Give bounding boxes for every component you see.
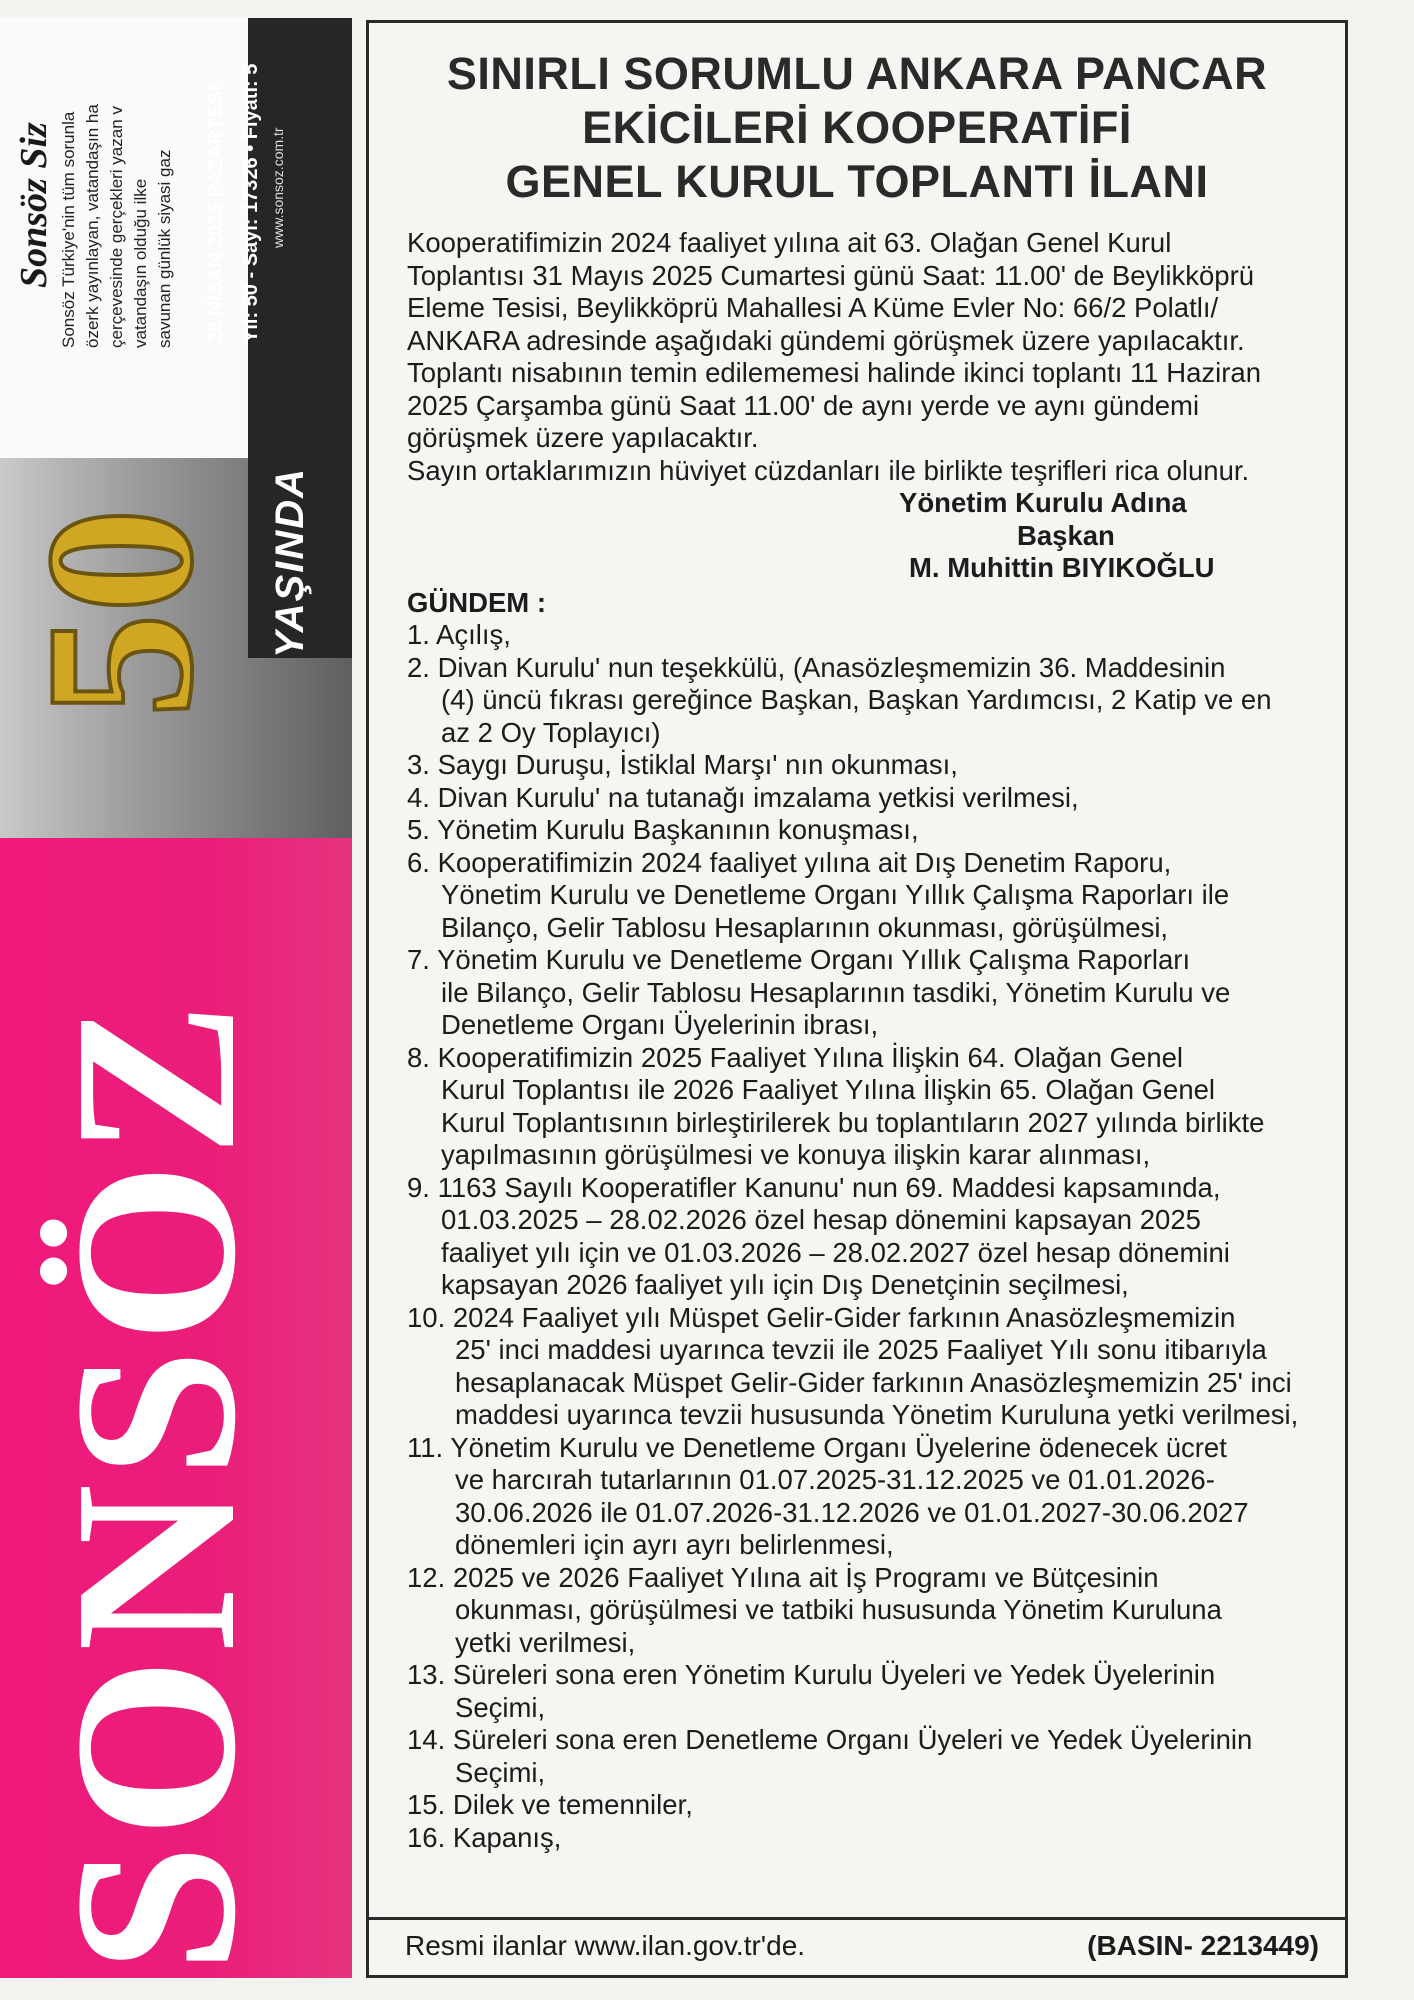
anniversary-word: YAŞINDA	[268, 466, 312, 658]
agenda-list	[407, 619, 1307, 1854]
agenda-item: 9. 1163 Sayılı Kooperatifler Kanunu' nun 69. Maddesi kapsamında,	[407, 1171, 1221, 1203]
agenda-item-continued: az 2 Oy Toplayıcı)	[441, 716, 661, 748]
agenda-item: 2. Divan Kurulu' nun teşekkülü, (Anasözleşmemizin 36. Maddesinin	[407, 651, 1226, 683]
anniversary-50-emblem	[4, 488, 250, 738]
agenda-item-continued: Kurul Toplantısının birleştirilerek bu toplantıların 2027 yılında birlikte	[441, 1106, 1265, 1138]
agenda-item: 10. 2024 Faaliyet yılı Müspet Gelir-Gider farkının Anasözleşmemizin	[407, 1301, 1236, 1333]
notice-title	[369, 47, 1345, 209]
agenda-item: 3. Saygı Duruşu, İstiklal Marşı' nın okunması,	[407, 749, 958, 780]
agenda-item: 15. Dilek ve temenniler,	[407, 1789, 693, 1820]
agenda-item-continued: Kurul Toplantısı ile 2026 Faaliyet Yılına İlişkin 65. Olağan Genel	[441, 1074, 1216, 1105]
agenda-item-continued: dönemleri için ayrı ayrı belirlenmesi,	[455, 1529, 894, 1560]
tagline-line: Sonsöz Türkiye'nin tüm sorunla	[59, 111, 78, 348]
agenda-item-continued: Seçimi,	[455, 1756, 546, 1788]
notice-body	[407, 227, 1307, 1854]
agenda-item-continued: hesaplanacak Müspet Gelir-Gider farkının Anasözleşmemizin 25' inci	[455, 1366, 1292, 1398]
notice-box	[366, 20, 1348, 1978]
intro-line: Eleme Tesisi, Beylikköprü Mahallesi A Küme Evler No: 66/2 Polatlı/	[407, 292, 1219, 323]
tagline-line: vatandaşın olduğu ilke	[131, 178, 150, 348]
intro-line: Toplantı nisabının temin edilememesi halinde ikinci toplantı 11 Haziran	[407, 357, 1261, 388]
agenda-item: 16. Kapanış,	[407, 1821, 562, 1853]
intro-line: Toplantısı 31 Mayıs 2025 Cumartesi günü Saat: 11.00' de Beylikköprü	[407, 259, 1255, 291]
agenda-item-continued: faaliyet yılı için ve 01.03.2026 – 28.02.2027 özel hesap dönemini	[441, 1236, 1230, 1268]
intro-line: Kooperatifimizin 2024 faaliyet yılına ait 63. Olağan Genel Kurul	[407, 227, 1172, 258]
agenda-item-continued: Yönetim Kurulu ve Denetleme Organı Yıllık Çalışma Raporları ile	[441, 879, 1230, 910]
agenda-item-continued: ile Bilanço, Gelir Tablosu Hesaplarının tasdiki, Yönetim Kurulu ve	[441, 976, 1231, 1008]
agenda-item-continued: maddesi uyarınca tevzii hususunda Yönetim Kuruluna yetki verilmesi,	[455, 1399, 1299, 1430]
agenda-item: 8. Kooperatifimizin 2025 Faaliyet Yılına İlişkin 64. Olağan Genel	[407, 1041, 1184, 1073]
newspaper-masthead	[0, 18, 352, 1978]
tagline-title: Sonsöz Siz	[13, 122, 55, 288]
tagline-line: çerçevesinde gerçekleri yazan v	[107, 106, 126, 348]
agenda-item: 14. Süreleri sona eren Denetleme Organı Üyeleri ve Yedek Üyelerinin	[407, 1724, 1253, 1755]
agenda-item: 11. Yönetim Kurulu ve Denetleme Organı Üyelerine ödenecek ücret	[407, 1431, 1227, 1463]
issue-date: 28 NİSAN 2025 PAZARTESİ	[205, 85, 227, 343]
agenda-item-continued: (4) üncü fıkrası gereğince Başkan, Başkan Yardımcısı, 2 Katip ve en	[441, 684, 1272, 715]
anniversary-number: 50	[4, 508, 236, 718]
agenda-item-continued: Seçimi,	[455, 1691, 546, 1723]
agenda-item: 6. Kooperatifimizin 2024 faaliyet yılına ait Dış Denetim Raporu,	[407, 846, 1172, 878]
notice-footer	[369, 1917, 1345, 1975]
agenda-item-continued: Denetleme Organı Üyelerinin ibrası,	[441, 1009, 879, 1040]
agenda-item: 4. Divan Kurulu' na tutanağı imzalama yetkisi verilmesi,	[407, 781, 1079, 813]
website-text: www.sonsoz.com.tr	[270, 127, 286, 248]
title-line: SINIRLI SORUMLU ANKARA PANCAR	[446, 48, 1268, 99]
agenda-item-continued: 30.06.2026 ile 01.07.2026-31.12.2026 ve 01.01.2027-30.06.2027	[455, 1496, 1249, 1528]
tagline-line: özerk yayınlayan, vatandaşın ha	[83, 104, 102, 348]
newspaper-logo: SONSÖZ	[27, 995, 284, 1973]
signature-name: M. Muhittin BIYIKOĞLU	[909, 552, 1215, 583]
intro-line: Sayın ortaklarımızın hüviyet cüzdanları ile birlikte teşrifleri rica olunur.	[407, 454, 1250, 486]
intro-line: 2025 Çarşamba günü Saat 11.00' de aynı yerde ve aynı gündemi	[407, 389, 1200, 421]
agenda-item-continued: yapılmasının görüşülmesi ve konuya ilişkin karar alınması,	[441, 1139, 1151, 1170]
agenda-title: GÜNDEM :	[407, 586, 547, 618]
tagline-line: savunan günlük siyasi gaz	[155, 149, 174, 348]
intro-line: ANKARA adresinde aşağıdaki gündemi görüşmek üzere yapılacaktır.	[407, 324, 1245, 356]
signature-title: Başkan	[1017, 519, 1115, 551]
agenda-item-continued: kapsayan 2026 faaliyet yılı için Dış Denetçinin seçilmesi,	[441, 1269, 1129, 1300]
issue-number: Yıl: 50 - Sayı: 17326 • Fiyatı: 5	[240, 63, 262, 343]
agenda-item-continued: ve harcırah tutarlarının 01.07.2025-31.12.2025 ve 01.01.2026-	[455, 1464, 1215, 1495]
agenda-item-continued: 25' inci maddesi uyarınca tevzii ile 2025 Faaliyet Yılı sonu itibarıyla	[455, 1334, 1267, 1365]
press-reference-number: (BASIN- 2213449)	[1087, 1930, 1319, 1961]
agenda-item: 1. Açılış,	[407, 619, 511, 650]
agenda-item-continued: yetki verilmesi,	[455, 1626, 636, 1658]
title-line: GENEL KURUL TOPLANTI İLANI	[505, 156, 1209, 207]
agenda-item-continued: 01.03.2025 – 28.02.2026 özel hesap dönemini kapsayan 2025	[441, 1204, 1201, 1235]
intro-line: görüşmek üzere yapılacaktır.	[407, 422, 759, 453]
official-notices-link-text: Resmi ilanlar www.ilan.gov.tr'de.	[405, 1930, 806, 1961]
agenda-item: 12. 2025 ve 2026 Faaliyet Yılına ait İş Programı ve Bütçesinin	[407, 1561, 1159, 1593]
agenda-item-continued: okunması, görüşülmesi ve tatbiki hususunda Yönetim Kuruluna	[455, 1594, 1222, 1625]
agenda-item-continued: Bilanço, Gelir Tablosu Hesaplarının okunması, görüşülmesi,	[441, 911, 1169, 943]
title-line: EKİCİLERİ KOOPERATİFİ	[582, 102, 1132, 153]
agenda-item: 5. Yönetim Kurulu Başkanının konuşması,	[407, 814, 919, 845]
intro-paragraph	[407, 227, 1307, 487]
signature-board: Yönetim Kurulu Adına	[899, 487, 1187, 518]
agenda-item: 13. Süreleri sona eren Yönetim Kurulu Üyeleri ve Yedek Üyelerinin	[407, 1659, 1216, 1690]
agenda-item: 7. Yönetim Kurulu ve Denetleme Organı Yıllık Çalışma Raporları	[407, 944, 1191, 975]
